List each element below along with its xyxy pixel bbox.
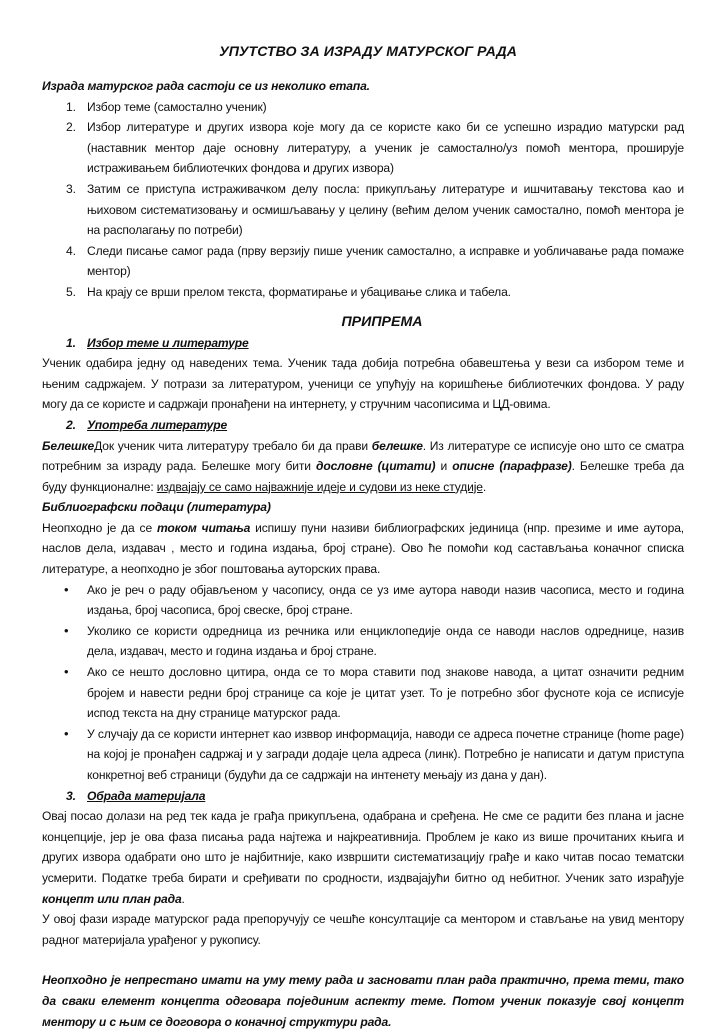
steps-list <box>42 97 684 303</box>
list-item: • Ако се нешто дословно цитира, онда се то мора ставити под знакове навода, а цитат означити редним бројем и навести редни број странице са које је цитат узет. То је потребно због фусноте која се исписује испод текста на дну странице матурског рада. <box>64 664 684 721</box>
bibliography-bullets <box>42 580 684 786</box>
spacer <box>42 950 684 970</box>
section-heading-1: 1. Избор теме и литературе <box>66 335 249 350</box>
section-3-paragraph-1: Овај посао долази на ред тек када је грађа прикупљена, одабрана и сређена. Не сме се радити без плана и јасне концепције, јер је ова фаза писања рада најтежа и најкреативнија. Проблем је како из више прочитаних књига и других извора одабрати оно што је најбитније, како извршити систематизацију грађе и како читав посао тематски усмерити. Податке треба бирати и сређивати по сродности, издвајајући битно од небитног. Ученик зато израђује концепт или план рада. <box>42 809 684 906</box>
bullet-icon: • <box>64 581 69 597</box>
list-item: • Уколико се користи одредница из речника или енциклопедије онда се наводи наслов одреднице, назив дела, издавач, место и година издања и број стране. <box>64 622 684 659</box>
section-1-body: Ученик одабира једну од наведених тема. Ученик тада добија потребна обавештења у вези са избором теме и њеним садржајем. У потрази за литературом, ученици се упућују на коришћење библиотечких фондова. У раду могу да се користе и садржаји пронађени на интернету, у стручним часописима и ЦД-овима. <box>42 356 684 412</box>
list-item: 5. На крају се врши прелом текста, форматирање и убацивање слика и табела. <box>66 284 511 299</box>
list-item: 3. Затим се приступа истраживачком делу посла: прикупљању литературе и ишчитавању текстова као и њиховом систематизовању и осмишљавању у целину (већим делом ученик самостално, помоћ ментора је на располагању по потреби) <box>66 181 684 238</box>
section-heading-3: 3. Обрада материјала <box>66 788 206 803</box>
list-item: • У случају да се користи интернет као изввор информација, наводи се адреса почетне странице (home page) на којој је пронађен садржај и у загради додаје цела адреса (линк). Потребно је написати и датум приступа конкретној веб страници (будући да се садржаји на интенету мењају из дана у дан). <box>64 725 684 782</box>
section-title: ПРИПРЕМА <box>341 313 423 330</box>
section-3-paragraph-2: У овој фази израде матурског рада препоручују се чешће консултације са ментором и стављање на увид ментору радног материјала урађеног у рукопису. <box>42 912 684 947</box>
notes-paragraph: БелешкеДок ученик чита литературу требало би да прави белешке. Из литературе се исписује оно што се сматра потребним за израду рада. Белешке могу бити дословне (цитати) и описне (парафразе). Белешке треба да буду функционалне: издвајају се само најважније идеје и судови из неке студије. <box>42 438 685 494</box>
final-note: Неопходно је непрестано имати на уму тему рада и засновати план рада практично, према теми, тако да сваки елемент концепта одговара појединим аспекту теме. Потом ученик показује свој концепт ментору и с њим се договора о коначној структури рада. <box>42 973 684 1029</box>
document-title: УПУТСТВО ЗА ИЗРАДУ МАТУРСКОГ РАДА <box>219 44 517 60</box>
bibliography-heading: Библиографски подаци (литература) <box>42 500 271 515</box>
bullet-icon: • <box>64 664 69 680</box>
list-item: 4. Следи писање самог рада (прву верзију пише ученик самостално, а исправке и уобличавање рада помаже ментор) <box>66 243 684 279</box>
bullet-icon: • <box>64 725 69 741</box>
intro-text: Израда матурског рада састоји се из неколико етапа. <box>42 79 370 93</box>
section-heading-2: 2. Употреба литературе <box>66 417 228 432</box>
list-item: 1. Избор теме (самостално ученик) <box>66 99 267 114</box>
bibliography-paragraph: Неопходно је да се током читања испишу пуни називи библиографских јединица (нпр. презиме и име аутора, наслов дела, издавач , место и година издања, број стране). Ово ће помоћи код састављања коначног списка литературе, а неопходно је због поштовања ауторских права. <box>42 520 684 577</box>
bullet-icon: • <box>64 622 69 638</box>
list-item: 2. Избор литературе и других извора које могу да се користе како би се успешно израдио матурски рад (наставник ментор даје основну литературу, а ученик је самостално/уз помоћ ментора, проширује истраживањем библиотечких фондова и других извора) <box>66 120 684 176</box>
list-item: • Ако је реч о раду објављеном у часопису, онда се уз име аутора наводи назив часописа, место и година издања, број часописа, број свеске, број стране. <box>64 581 684 618</box>
